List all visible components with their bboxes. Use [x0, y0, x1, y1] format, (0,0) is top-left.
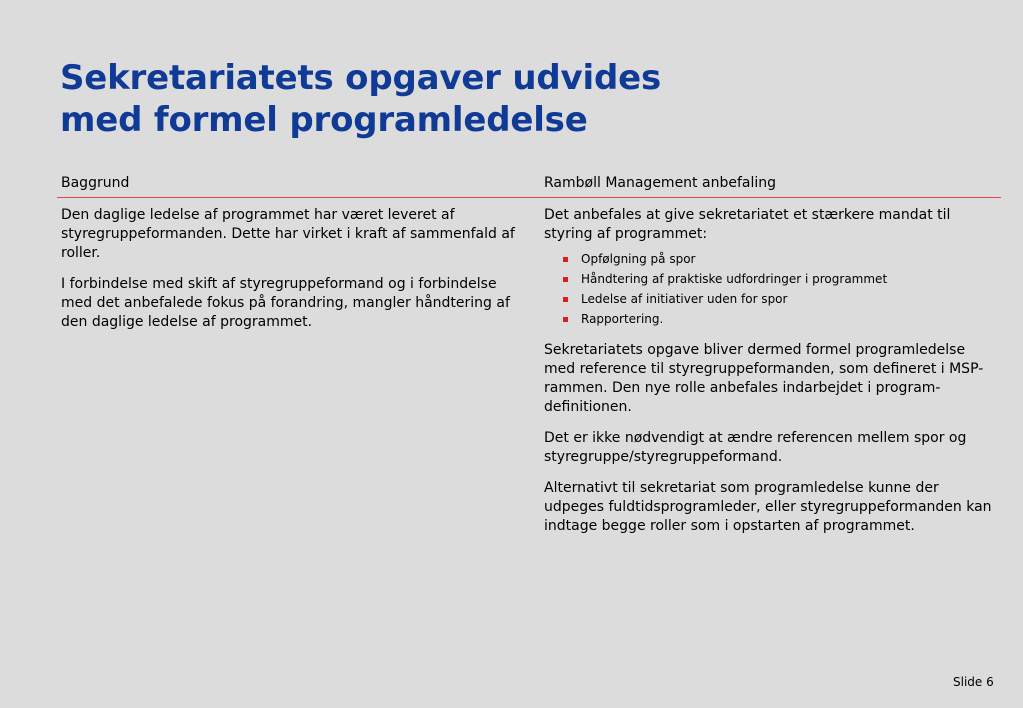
header-divider [57, 197, 1001, 198]
bullet-item [563, 311, 994, 327]
slide-title-line-1: Sekretariatets opgaver udvides [60, 58, 661, 98]
square-bullet-icon [563, 317, 568, 322]
bullet-text: Opfølgning på spor [581, 252, 696, 266]
bullet-text: Håndtering af praktiske udfordringer i programmet [581, 272, 888, 286]
recommendation-intro: Det anbefales at give sekretariatet et stærkere mandat til styring af programmet: [544, 207, 951, 242]
background-paragraph: Den daglige ledelse af programmet har været leveret af styregruppeformanden. Dette har virket i kraft af sammenfald af roller. [61, 207, 515, 261]
recommendation-paragraph: Sekretariatets opgave bliver dermed formel programledelse med reference til styregruppeformanden, som defineret i MSP-rammen. Den nye rolle anbefales indarbejdet i program-definitionen. [544, 342, 984, 415]
recommendation-column [544, 206, 994, 548]
slide-title-line-2: med formel programledelse [60, 100, 588, 140]
column-header-recommendation: Rambøll Management anbefaling [544, 175, 776, 191]
bullet-text: Rapportering. [581, 312, 664, 326]
square-bullet-icon [563, 277, 568, 282]
square-bullet-icon [563, 257, 568, 262]
slide-number: Slide 6 [953, 675, 994, 689]
slide-title [60, 57, 960, 141]
background-column [61, 206, 516, 344]
background-paragraph: I forbindelse med skift af styregruppeformand og i forbindelse med det anbefalede fokus på forandring, mangler håndtering af den daglige ledelse af programmet. [61, 276, 510, 330]
recommendation-paragraph: Det er ikke nødvendigt at ændre referencen mellem spor og styregruppe/styregruppeformand. [544, 430, 967, 465]
bullet-item [563, 271, 994, 287]
bullet-item [563, 251, 994, 267]
bullet-text: Ledelse af initiativer uden for spor [581, 292, 788, 306]
bullet-item [563, 291, 994, 307]
recommendation-bullet-list [544, 251, 994, 327]
square-bullet-icon [563, 297, 568, 302]
column-header-background: Baggrund [61, 175, 130, 191]
recommendation-paragraph: Alternativt til sekretariat som programledelse kunne der udpeges fuldtidsprogramleder, eller styregruppeformanden kan indtage begge roller som i opstarten af programmet. [544, 480, 992, 534]
